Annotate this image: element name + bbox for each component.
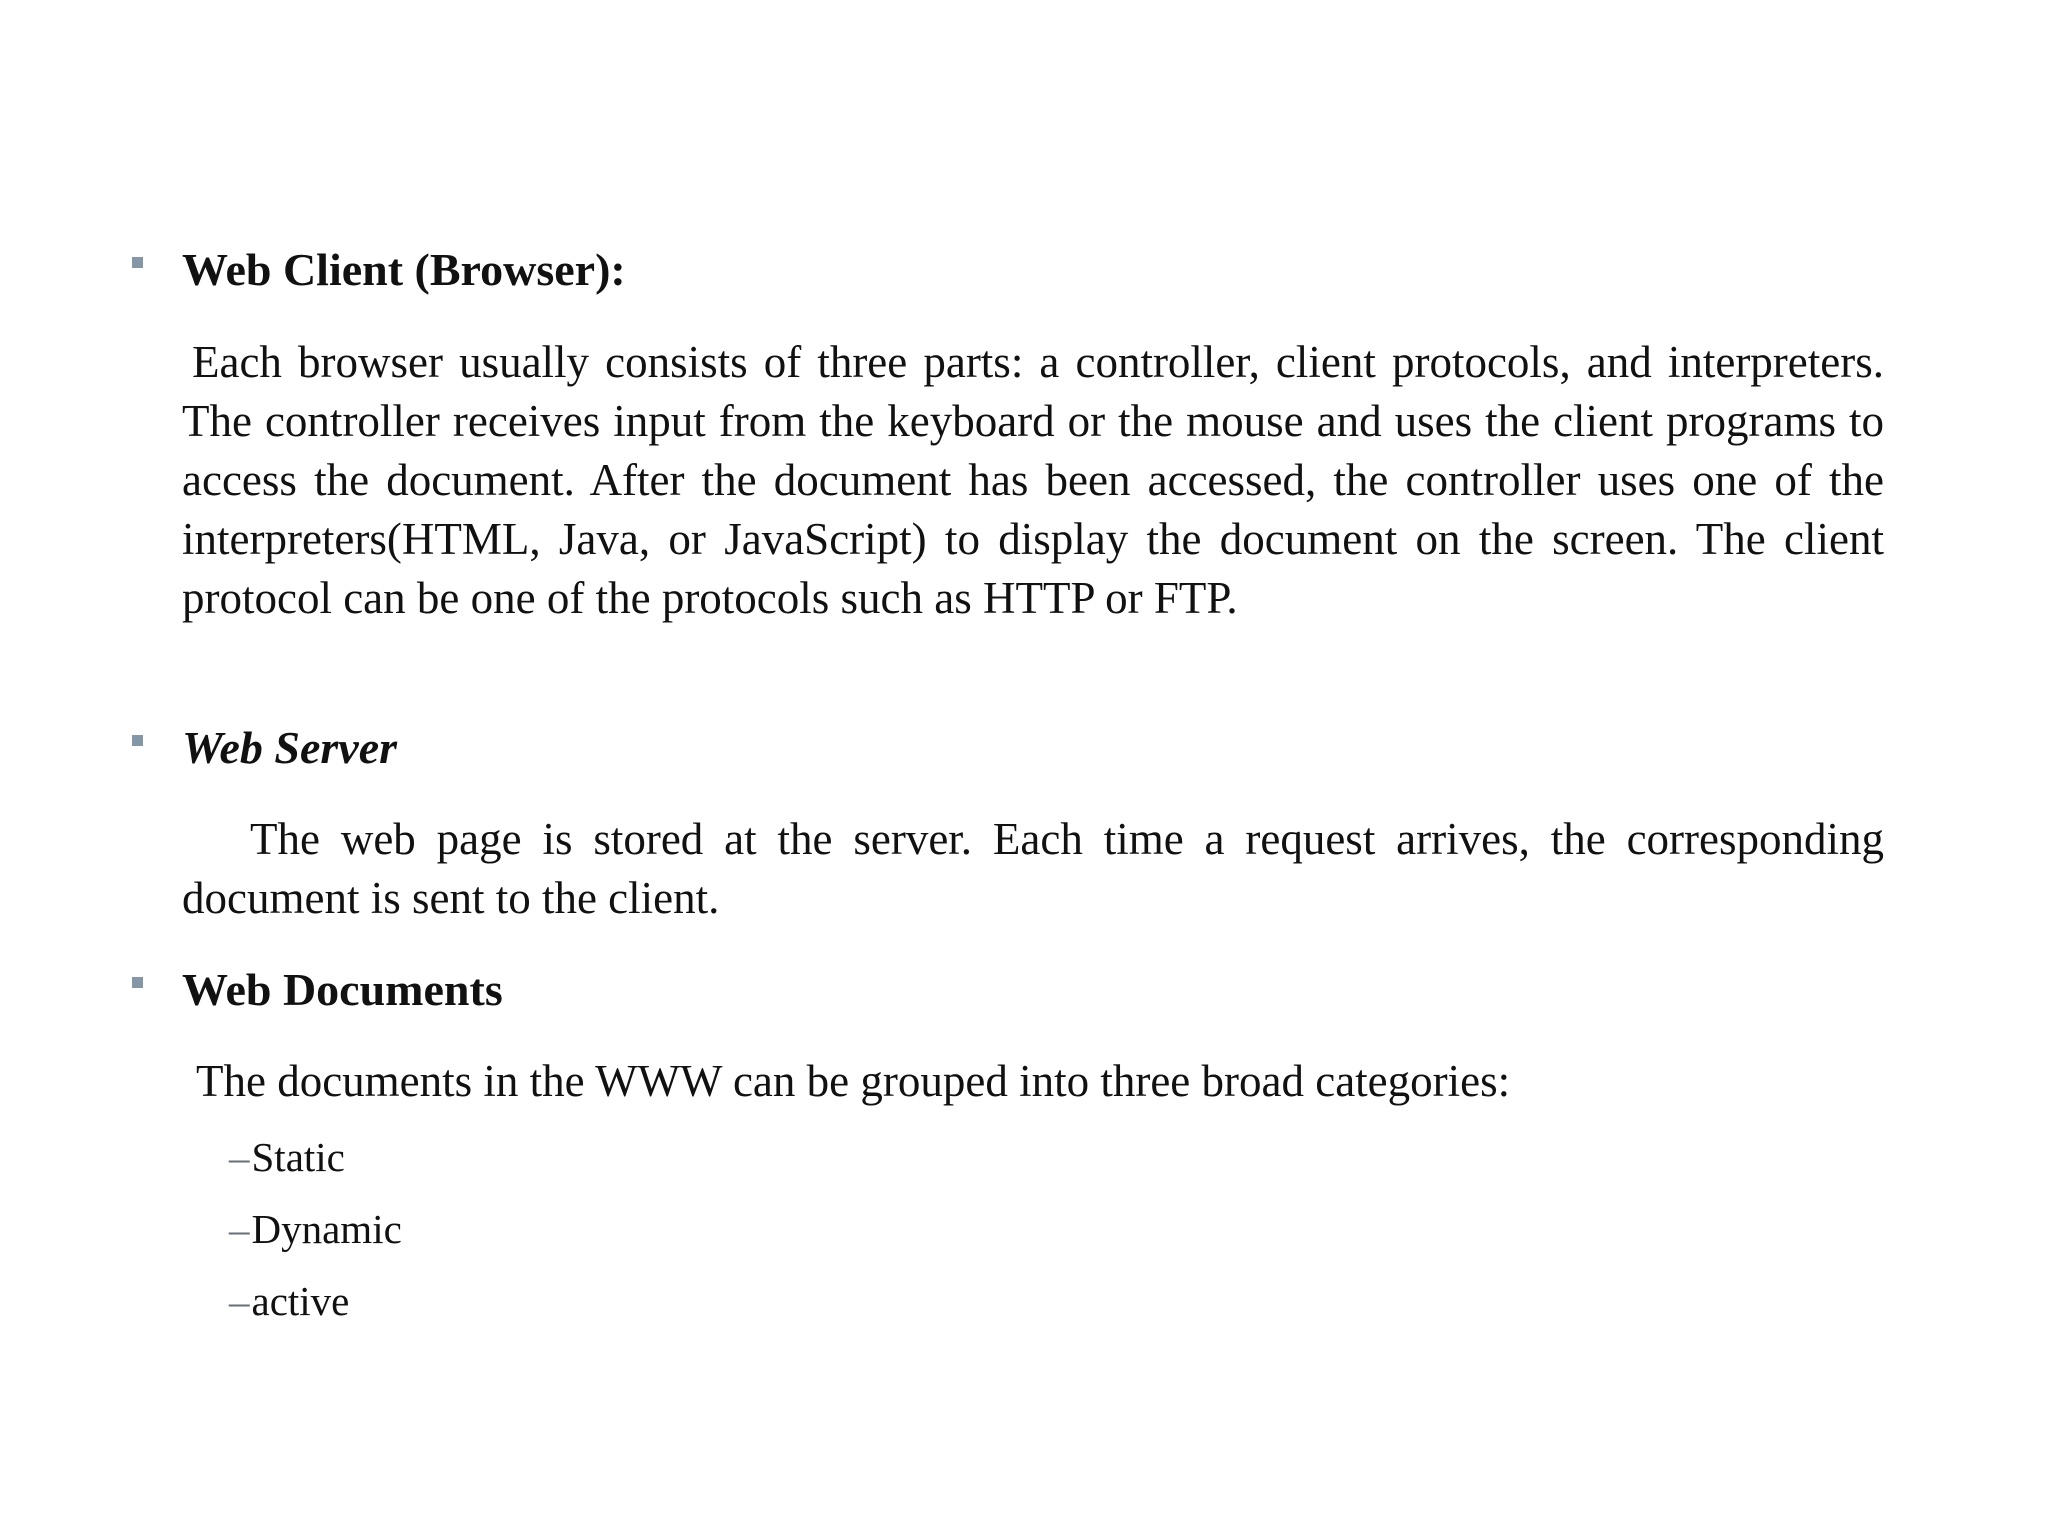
- list-item-label: Static: [251, 1134, 345, 1180]
- paragraph-web-client: Each browser usually consists of three parts: a controller, client protocols, and interpreters. The controller receives input from the keyboard or the mouse and uses the client programs to access the document. After the document has been accessed, the controller uses one of the interpreters(HTML, Java, or JavaScript) to display the document on the screen. The client protocol can be one of the protocols such as HTTP or FTP.: [182, 337, 1884, 623]
- heading-web-client: Web Client (Browser):: [182, 244, 626, 295]
- dash-bullet-icon: –: [229, 1278, 250, 1324]
- section-heading-row-web-client: [132, 240, 1892, 300]
- heading-web-documents: Web Documents: [182, 964, 503, 1015]
- square-bullet-icon: [132, 735, 143, 746]
- list-item-active: [229, 1275, 349, 1327]
- dash-bullet-icon: –: [229, 1206, 250, 1252]
- heading-web-server: Web Server: [182, 722, 398, 773]
- list-item-dynamic: [229, 1203, 402, 1255]
- list-item-static: [229, 1131, 345, 1183]
- list-item-label: Dynamic: [251, 1206, 402, 1252]
- paragraph-web-documents: The documents in the WWW can be grouped into three broad categories:: [196, 1056, 1511, 1106]
- paragraph-web-server: The web page is stored at the server. Each time a request arrives, the corresponding document is sent to the client.: [182, 814, 1884, 923]
- dash-bullet-icon: –: [229, 1134, 250, 1180]
- section-heading-row-web-documents: [132, 960, 1892, 1020]
- square-bullet-icon: [132, 977, 143, 988]
- square-bullet-icon: [132, 257, 143, 268]
- section-heading-row-web-server: [132, 718, 1892, 778]
- list-item-label: active: [251, 1278, 350, 1324]
